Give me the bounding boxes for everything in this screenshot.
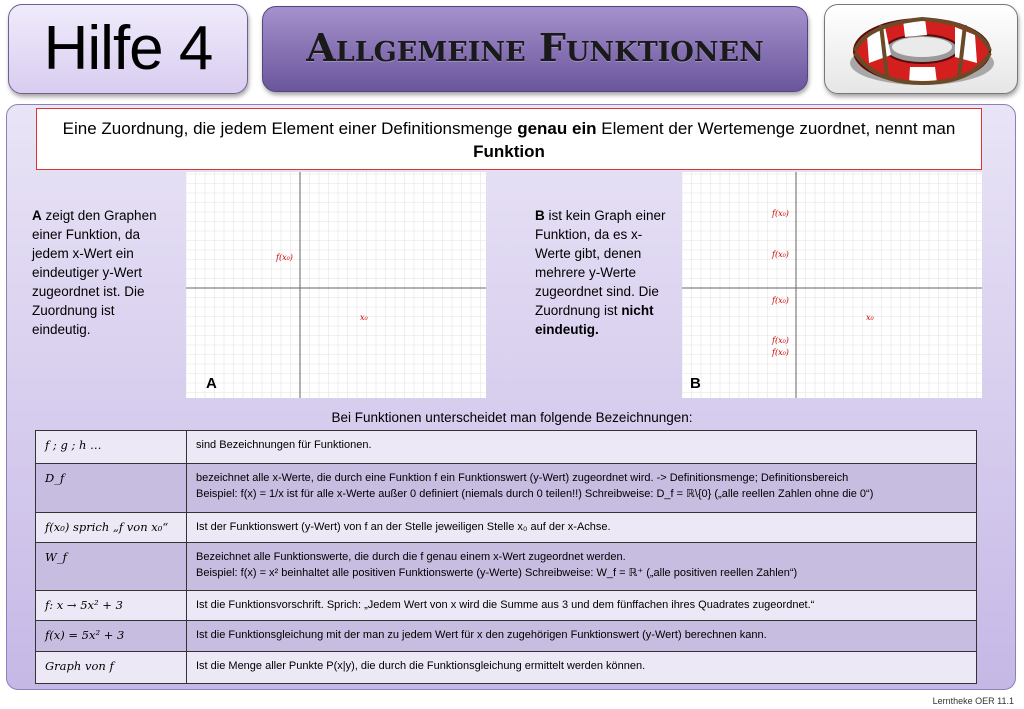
graph-b-label: B — [690, 375, 701, 392]
lifebuoy-icon — [825, 5, 1019, 95]
term-cell: f ; g ; h … — [36, 431, 187, 463]
graph-a — [186, 172, 486, 398]
definition-box — [36, 108, 982, 170]
definition-bold-1: genau ein — [517, 119, 597, 138]
term-cell: Graph von f — [36, 652, 187, 683]
table-row — [36, 464, 976, 513]
graph-a-fx-label: f(x₀) — [276, 253, 293, 262]
desc-cell — [187, 431, 976, 463]
help-label: Hilfe 4 — [43, 14, 213, 83]
table-row — [36, 513, 976, 543]
graph-b-explanation-bold: nicht eindeutig. — [535, 303, 654, 337]
graph-b-x0-label: x₀ — [866, 313, 874, 322]
desc-line: Ist die Menge aller Punkte P(x|y), die durch die Funktionsgleichung ermittelt werden können. — [196, 660, 646, 672]
graph-a-explanation-letter: A — [32, 208, 42, 223]
graph-a-x0-label: x₀ — [360, 313, 368, 322]
desc-cell — [187, 543, 976, 590]
terms-table — [35, 430, 977, 684]
graph-a-label: A — [206, 375, 217, 392]
term-cell: f(x₀) sprich „f von x₀“ — [36, 513, 187, 542]
table-row — [36, 431, 976, 464]
term-cell: D_f — [36, 464, 187, 512]
term-cell: W_f — [36, 543, 187, 590]
graph-b-fx-label: f(x₀) — [772, 296, 789, 305]
desc-line: sind Bezeichnungen für Funktionen. — [196, 439, 372, 451]
desc-line: bezeichnet alle x-Werte, die durch eine Funktion f ein Funktionswert (y-Wert) zugeordnet wird. -> Definitionsmenge; Definitionsbereich — [196, 472, 849, 484]
graph-b-explanation-text: ist kein Graph einer Funktion, da es x-Werte gibt, denen mehrere y-Werte zugeordnet sind. Die Zuordnung ist — [535, 208, 666, 318]
desc-cell — [187, 513, 976, 542]
desc-cell — [187, 621, 976, 651]
title-box — [262, 6, 808, 92]
graph-a-grid — [186, 172, 486, 398]
graph-b-explanation-letter: B — [535, 208, 545, 223]
desc-cell — [187, 591, 976, 620]
graph-b-fx-label: f(x₀) — [772, 209, 789, 218]
help-number-box — [8, 4, 248, 94]
graph-a-explanation — [32, 206, 172, 339]
table-row — [36, 652, 976, 683]
desc-line: Ist der Funktionswert (y-Wert) von f an der Stelle jeweiligen Stelle x₀ auf der x-Achse. — [196, 521, 611, 533]
footer-credit: Lerntheke OER 11.1 — [932, 696, 1014, 706]
table-row — [36, 591, 976, 621]
page-title: Allgemeine Funktionen — [306, 25, 764, 70]
table-row — [36, 543, 976, 591]
definition-text-1: Eine Zuordnung, die jedem Element einer Definitionsmenge — [62, 119, 518, 138]
desc-line: Bezeichnet alle Funktionswerte, die durch die f genau einem x-Wert zugeordnet werden. — [196, 551, 626, 563]
table-row — [36, 621, 976, 652]
graph-b-fx-label: f(x₀) — [772, 348, 789, 357]
table-heading: Bei Funktionen unterscheidet man folgende Bezeichnungen: — [331, 410, 693, 425]
definition-bold-2: Funktion — [473, 142, 545, 161]
graph-b — [682, 172, 982, 398]
graph-a-explanation-text: zeigt den Graphen einer Funktion, da jedem x-Wert ein eindeutiger y-Wert zugeordnet ist. Die Zuordnung ist eindeutig. — [32, 208, 157, 337]
desc-cell — [187, 464, 976, 512]
desc-line-2: Beispiel: f(x) = x² beinhaltet alle positiven Funktionswerte (y-Werte) Schreibweise: W_f = ℝ⁺ („alle positiven reellen Zahlen“) — [196, 567, 798, 579]
graph-b-grid — [682, 172, 982, 398]
desc-line: Ist die Funktionsvorschrift. Sprich: „Jedem Wert von x wird die Summe aus 3 und dem fünffachen ihres Quadrates zugeordnet.“ — [196, 599, 815, 611]
desc-line: Ist die Funktionsgleichung mit der man zu jedem Wert für x den zugehörigen Funktionswert (y-Wert) berechnen kann. — [196, 629, 767, 641]
desc-line-2: Beispiel: f(x) = 1/x ist für alle x-Werte außer 0 definiert (niemals durch 0 teilen!!) Schreibweise: D_f = ℝ\{0} („alle reellen Zahlen ohne die 0“) — [196, 488, 874, 500]
desc-cell — [187, 652, 976, 683]
term-cell: f: x → 5x² + 3 — [36, 591, 187, 620]
definition-text-2: Element der Wertemenge zuordnet, nennt man — [596, 119, 956, 138]
term-cell: f(x) = 5x² + 3 — [36, 621, 187, 651]
graph-b-explanation — [535, 206, 675, 339]
graph-b-fx-label: f(x₀) — [772, 336, 789, 345]
lifebuoy-box — [824, 4, 1018, 94]
graph-b-fx-label: f(x₀) — [772, 250, 789, 259]
